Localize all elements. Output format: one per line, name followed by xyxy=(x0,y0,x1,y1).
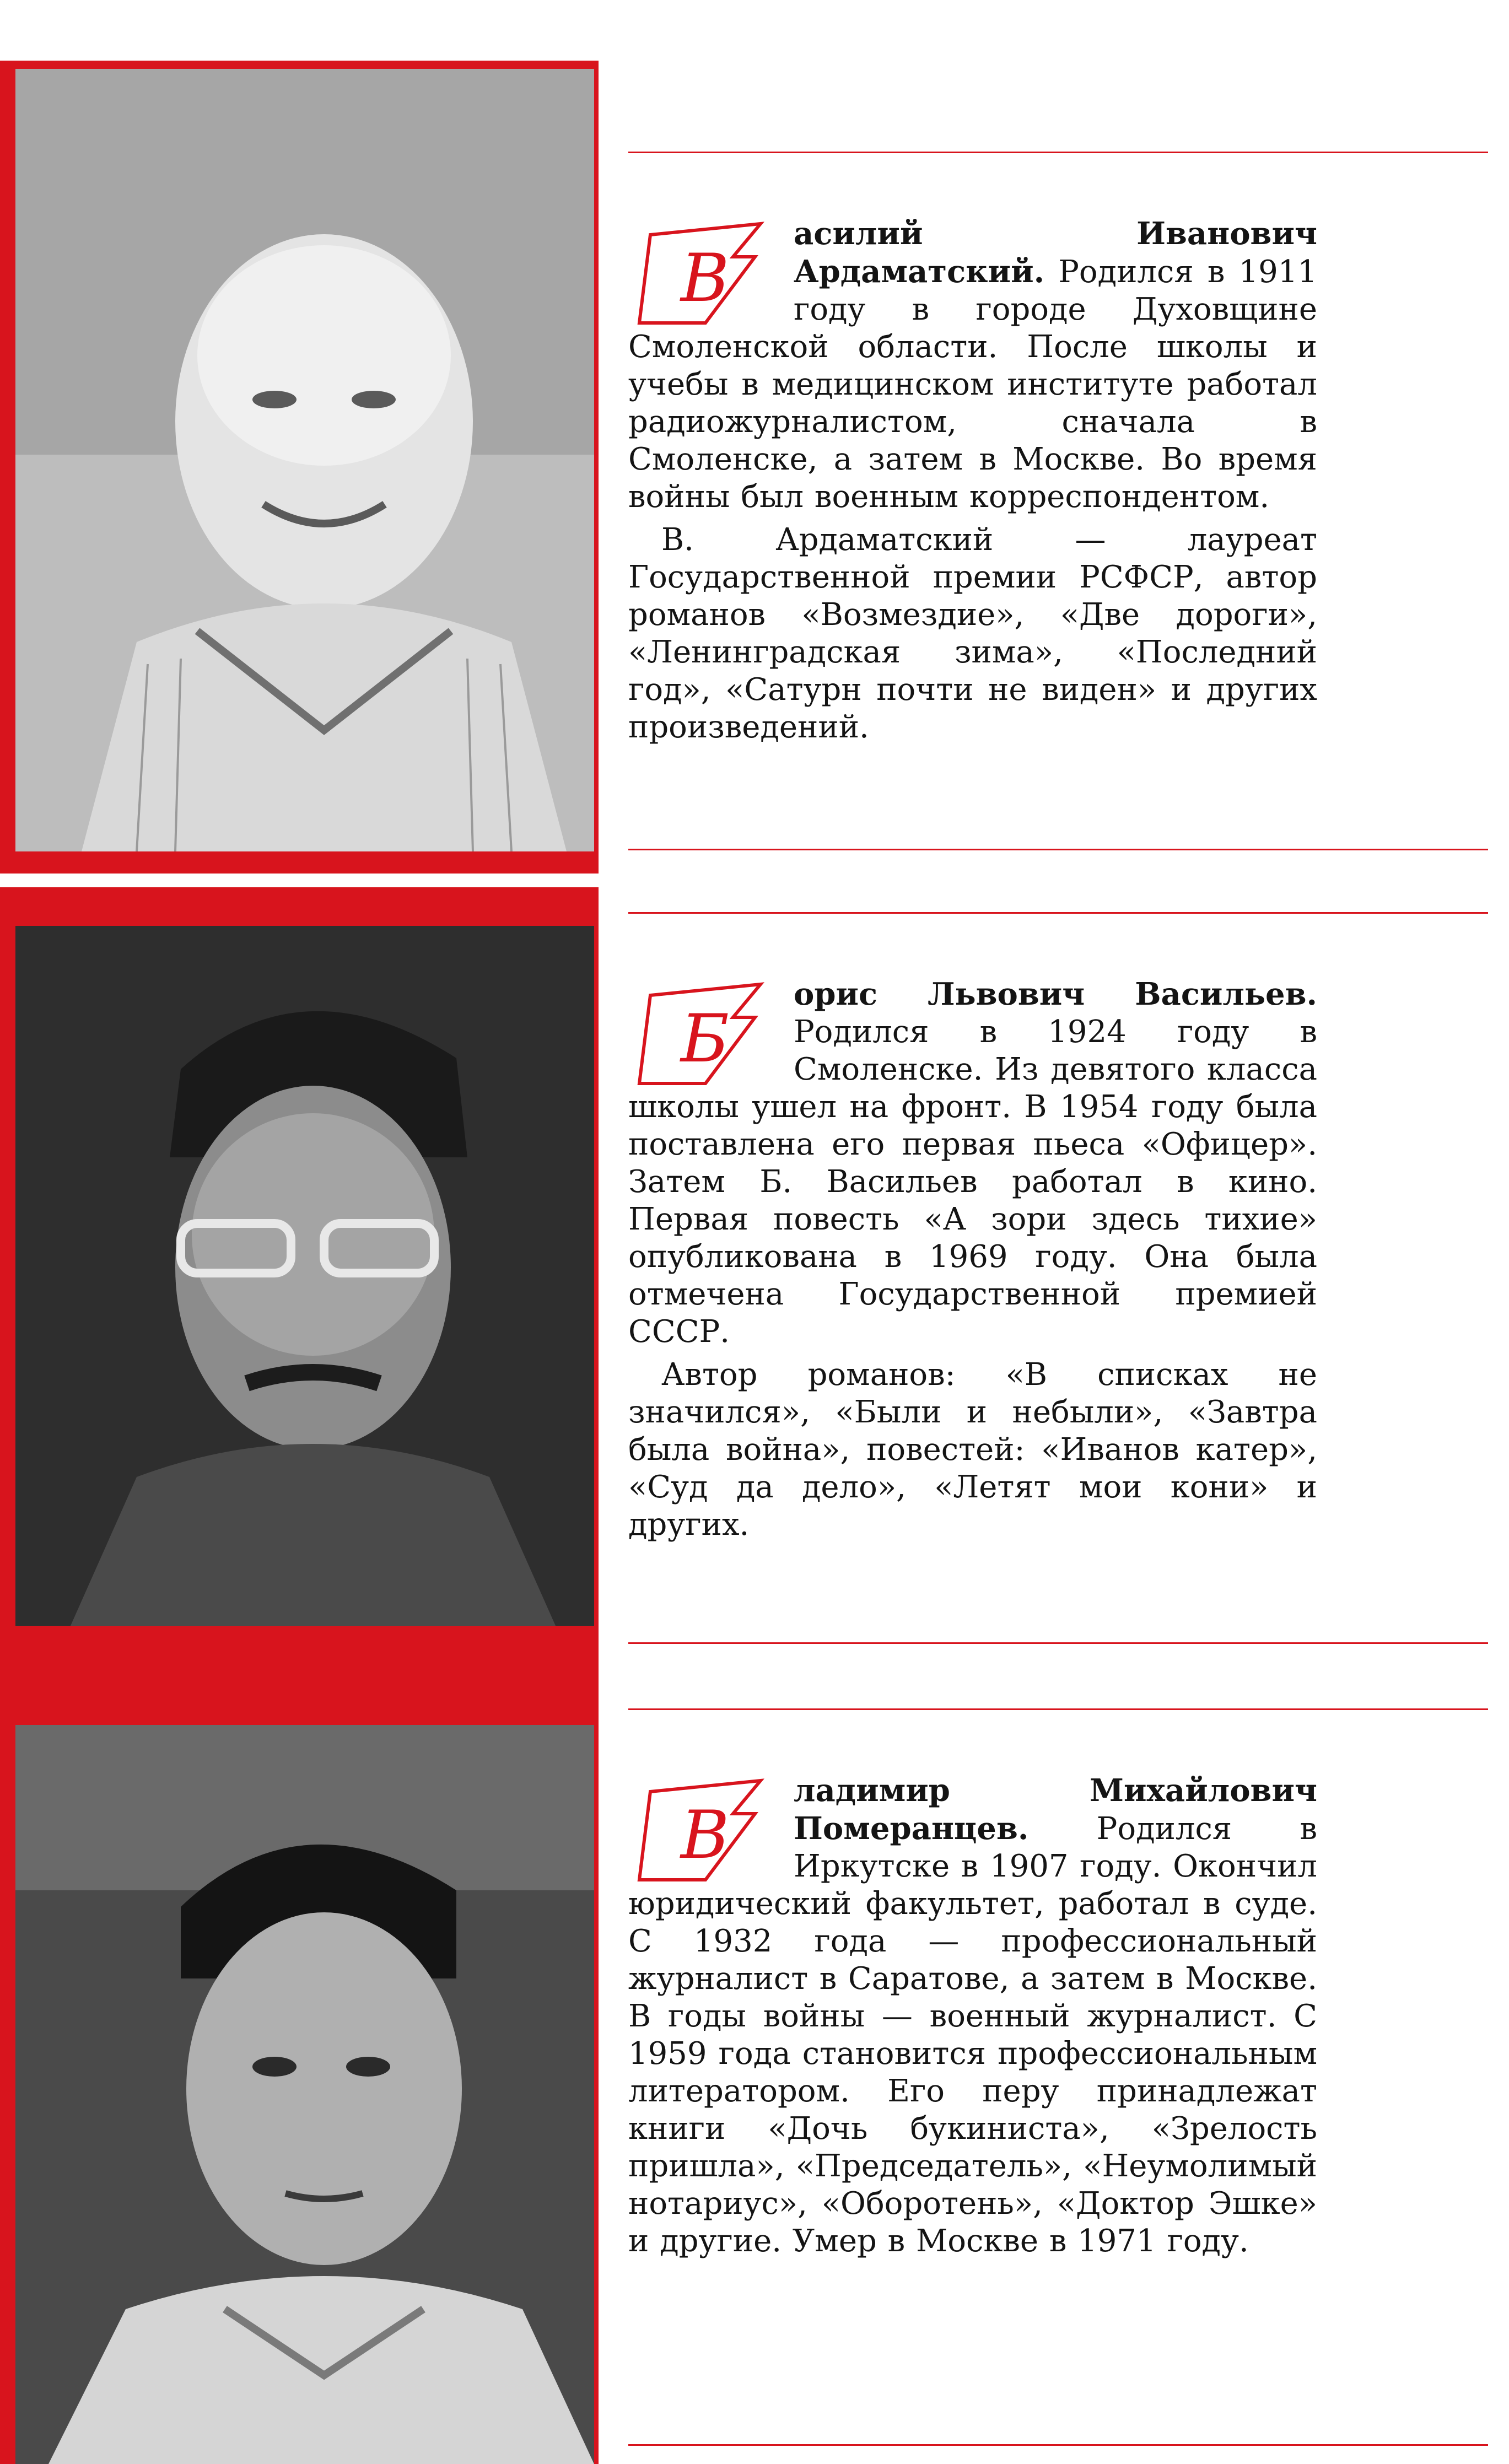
bio-entry-3 xyxy=(628,1772,1317,2262)
svg-text:Б: Б xyxy=(681,1001,730,1077)
divider-rule xyxy=(628,849,1488,850)
drop-cap-b-icon xyxy=(628,979,783,1089)
divider-rule xyxy=(628,1708,1488,1710)
bio-paragraph: Родился в 1911 году в городе Духовщине Смоленской области. После школы и учебы в медицинском институте работал радиожурналистом, сначала в Смоленске, а затем в Москве. Во время войны был военным корреспондентом. xyxy=(628,254,1317,515)
drop-cap-v-icon xyxy=(628,218,783,328)
portrait-1-silhouette xyxy=(15,69,594,851)
divider-rule xyxy=(628,1642,1488,1644)
portrait-photo-3 xyxy=(15,1725,594,2464)
bio-paragraph: В. Ардаматский — лауреат Государственной премии РСФСР, автор романов «Возмездие», «Две дороги», «Ленинградская зима», «Последний год», «Сатурн почти не виден» и других произведений. xyxy=(628,522,1317,745)
bio-paragraph: Родился в Иркутске в 1907 году. Окончил юридический факультет, работал в суде. С 1932 года — профессиональный журналист в Саратове, а затем в Москве. В годы войны — военный журналист. С 1959 года становится профессиональным литератором. Его перу принадлежат книги «Дочь букиниста», «Зрелость пришла», «Председатель», «Неумолимый нотариус», «Оборотень», «Доктор Эшке» и другие. Умер в Москве в 1971 году. xyxy=(628,1811,1317,2259)
portrait-photo-1 xyxy=(15,69,594,851)
drop-cap-initial xyxy=(628,218,783,328)
bio-entry-1 xyxy=(628,215,1317,748)
svg-text:В: В xyxy=(681,1797,730,1874)
portrait-photo-2 xyxy=(15,926,594,1626)
bio-paragraph: Родился в 1924 году в Смоленске. Из девятого класса школы ушел на фронт. В 1954 году была поставлена его первая пьеса «Офицер». Затем Б. Васильев работал в кино. Первая повесть «А зори здесь тихие» опубликована в 1969 году. Она была отмечена Государственной премией СССР. xyxy=(628,1014,1317,1350)
author-name: асилий Иванович Ардаматский. xyxy=(794,215,1317,290)
drop-cap-initial xyxy=(628,979,783,1089)
divider-rule xyxy=(628,2444,1488,2446)
svg-text:В: В xyxy=(681,240,730,317)
portrait-2-silhouette xyxy=(15,926,594,1626)
author-name: орис Львович Васильев. xyxy=(794,976,1317,1012)
bio-paragraph: Автор романов: «В списках не значился», «Были и небыли», «Завтра была война», повестей: «Иванов катер», «Суд да дело», «Летят мои кони» и других. xyxy=(628,1357,1317,1543)
divider-rule xyxy=(628,912,1488,914)
bio-entry-2 xyxy=(628,975,1317,1546)
portrait-3-silhouette xyxy=(15,1725,594,2464)
author-name: ладимир Михайлович Померанцев. xyxy=(794,1772,1317,1847)
divider-rule xyxy=(628,152,1488,153)
drop-cap-initial xyxy=(628,1775,783,1885)
drop-cap-v-icon xyxy=(628,1775,783,1885)
